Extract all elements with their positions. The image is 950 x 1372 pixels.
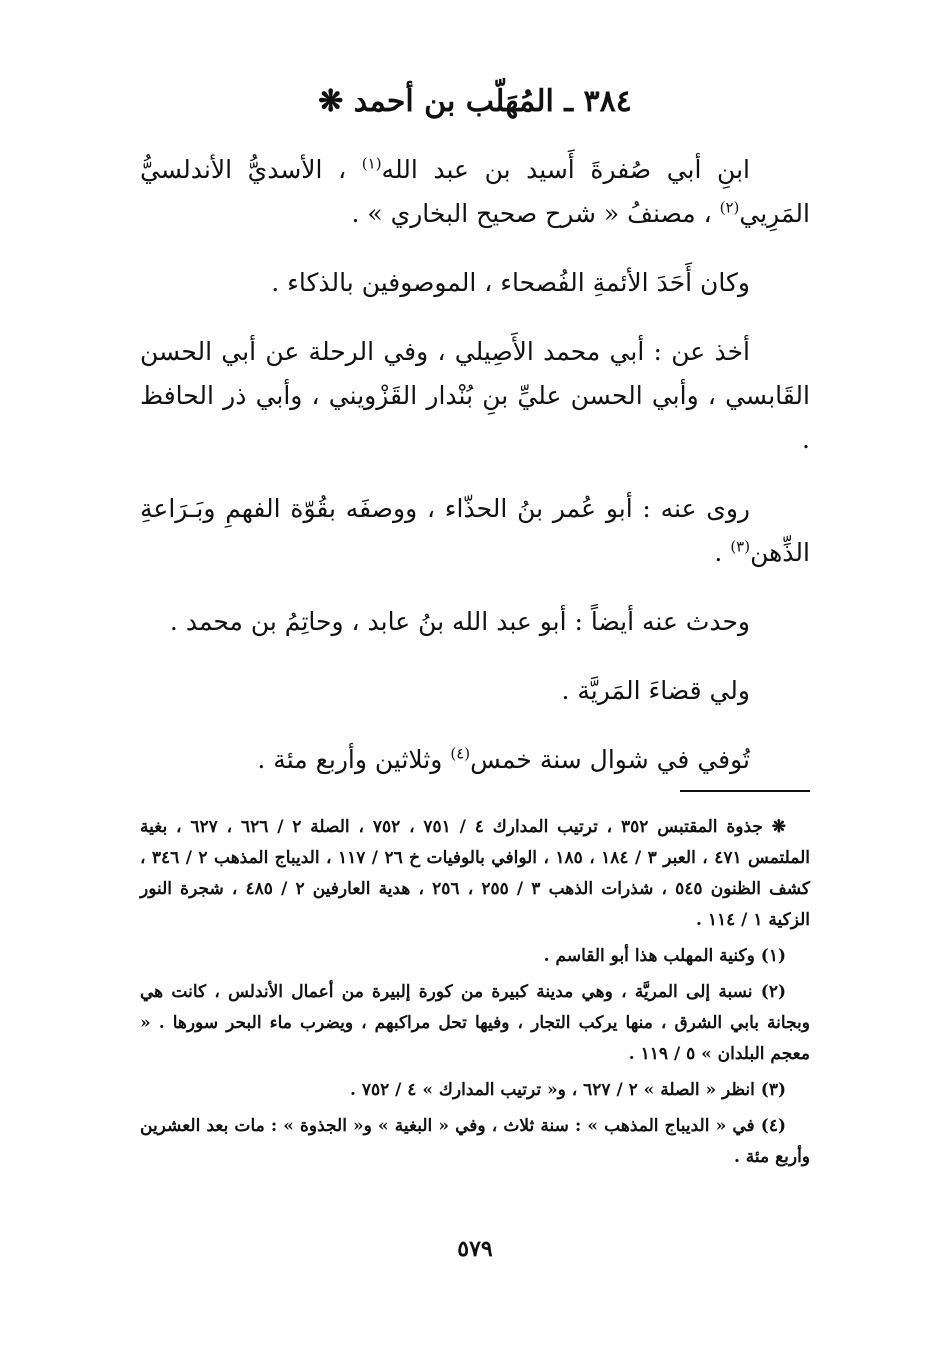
entry-title: ٣٨٤ ـ المُهَلّب بن أحمد ❋: [318, 84, 632, 119]
lineage-text-start: ابنِ أبي صُفرةَ أَسيد بن عبد الله: [381, 155, 750, 184]
students-paragraph: [140, 487, 810, 575]
description-paragraph: وكان أَحَدَ الأئمةِ الفُصحاء ، الموصوفين بالذكاء .: [271, 268, 750, 297]
death-paragraph: [140, 738, 810, 782]
lineage-text-middle: ، الأسديُّ الأندلسيُّ المَرِيي: [140, 155, 810, 228]
footnote-ref-3[interactable]: (٣): [730, 537, 751, 556]
footnote-ref-1[interactable]: (١): [361, 154, 382, 173]
death-text-end: وثلاثين وأربع مئة .: [257, 745, 451, 774]
footnote-2: (٢) نسبة إلى المريَّة ، وهي مدينة كبيرة من كورة إلبيرة من أعمال الأندلس ، كانت هي وبجانة بابي الشرق ، منها يركب التجار ، وفيها تحل مراكبهم ، ويضرب ماء البحر سورها . « معجم البلدان » ٥ / ١١٩ .: [140, 982, 810, 1064]
footnotes-section: [140, 812, 810, 1178]
footnote-divider: [680, 790, 810, 792]
biography-text: [140, 148, 810, 807]
page-number: ٥٧٩: [457, 1236, 493, 1262]
death-text: تُوفي في شوال سنة خمس: [470, 745, 750, 774]
students-text-end: .: [714, 538, 731, 567]
footnote-ref-2[interactable]: (٢): [719, 198, 740, 217]
students-text: روى عنه : أبو عُمر بنُ الحذّاء ، ووصفَه بقُوّة الفهمِ وبَـرَاعةِ الذِّهن: [140, 494, 810, 567]
footnote-ref-4[interactable]: (٤): [450, 744, 471, 763]
lineage-text-end: ، مصنفُ « شرح صحيح البخاري » .: [351, 199, 720, 228]
footnote-3: (٣) انظر « الصلة » ٢ / ٦٢٧ ، و« ترتيب المدارك » ٤ / ٧٥٢ .: [349, 1080, 786, 1100]
sources-footnote: ❋ جذوة المقتبس ٣٥٢ ، ترتيب المدارك ٤ / ٧٥١ ، ٧٥٢ ، الصلة ٢ / ٦٢٦ ، ٦٢٧ ، بغية الملتمس ٤٧١ ، العبر ٣ / ١٨٤ ، ١٨٥ ، الوافي بالوفيات خ ٢٦ / ١١٧ ، الديباج المذهب ٢ / ٣٤٦ ، كشف الظنون ٥٤٥ ، شذرات الذهب ٣ / ٢٥٥ ، ٢٥٦ ، هدية العارفين ٢ / ٤٨٥ ، شجرة النور الزكية ١ / ١١٤ .: [140, 817, 811, 930]
narrators-paragraph: وحدث عنه أيضاً : أبو عبد الله بنُ عابد ، وحاتِمُ بن محمد .: [169, 607, 750, 636]
footnote-1: (١) وكنية المهلب هذا أبو القاسم .: [543, 946, 786, 966]
footnote-4: (٤) في « الديباج المذهب » : سنة ثلاث ، وفي « البغية » و« الجذوة » : مات بعد العشرين وأربع مئة .: [140, 1116, 810, 1167]
judgeship-paragraph: ولي قضاءَ المَريَّة .: [561, 676, 750, 705]
lineage-paragraph: [140, 148, 810, 236]
teachers-paragraph: أخذ عن : أبي محمد الأَصِيلي ، وفي الرحلة عن أبي الحسن القَابسي ، وأبي الحسن عليِّ بنِ بُنْدار القَزْويني ، وأبي ذر الحافظ .: [140, 337, 810, 454]
